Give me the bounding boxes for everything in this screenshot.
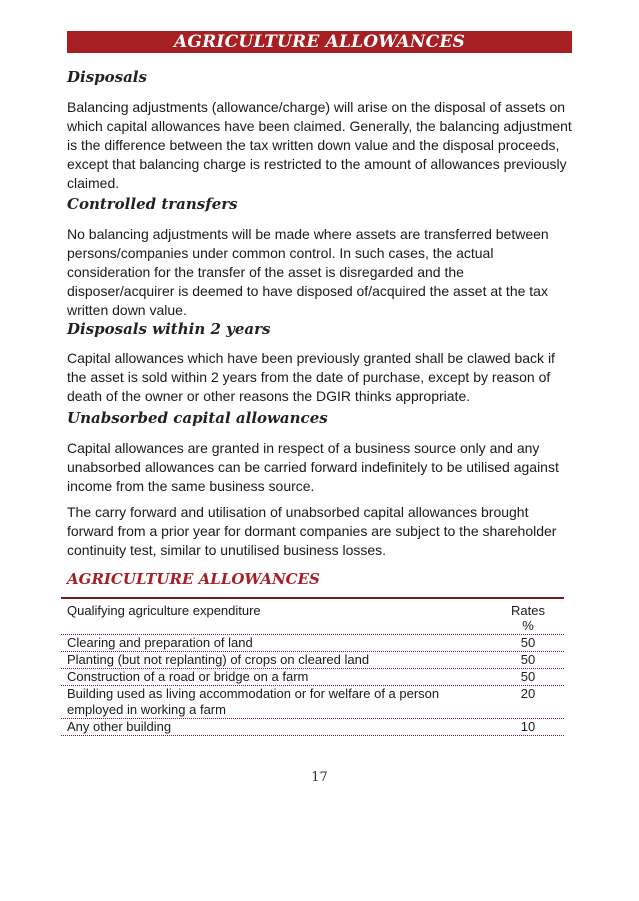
table-row [61, 635, 564, 652]
rates-label: Rates [511, 603, 545, 618]
agriculture-rates-table [61, 597, 564, 736]
row-label: Planting (but not replanting) of crops on cleared land [67, 652, 370, 667]
row-rate: 50 [520, 635, 536, 650]
heading-disposals: Disposals [67, 68, 147, 86]
heading-controlled-transfers: Controlled transfers [67, 195, 238, 213]
table-header [61, 597, 564, 635]
percent-label: % [522, 618, 534, 633]
page-banner: AGRICULTURE ALLOWANCES [67, 31, 572, 53]
row-label: Any other building [67, 719, 172, 734]
row-rate: 20 [520, 686, 536, 701]
row-rate: 50 [520, 652, 536, 667]
heading-disposals-within-2-years: Disposals within 2 years [67, 320, 271, 338]
section-title-agriculture: AGRICULTURE ALLOWANCES [67, 570, 320, 588]
page-number: 17 [311, 770, 328, 785]
row-label: Clearing and preparation of land [67, 635, 253, 650]
heading-unabsorbed-capital-allowances: Unabsorbed capital allowances [67, 409, 328, 427]
row-label: Building used as living accommodation or for welfare of a person employed in working a farm [67, 686, 440, 717]
paragraph-disposals: Balancing adjustments (allowance/charge) will arise on the disposal of assets on which capital allowances have been claimed. Generally, the balancing adjustment is the difference between the tax written down value and the disposal proceeds, except that balancing charge is restricted to the amount of allowances previously claimed. [67, 99, 572, 191]
row-label: Construction of a road or bridge on a farm [67, 669, 309, 684]
paragraph-unabsorbed-2: The carry forward and utilisation of unabsorbed capital allowances brought forward from a prior year for dormant companies are subject to the shareholder continuity test, similar to unutilised business losses. [67, 504, 557, 558]
paragraph-unabsorbed-1: Capital allowances are granted in respect of a business source only and any unabsorbed allowances can be carried forward indefinitely to be utilised against income from the same business source. [67, 440, 559, 494]
paragraph-disposals-within-2-years: Capital allowances which have been previously granted shall be clawed back if the asset is sold within 2 years from the date of purchase, except by reason of death of the owner or other reasons the DGIR thinks appropriate. [67, 350, 555, 404]
table-row [61, 669, 564, 686]
paragraph-controlled-transfers: No balancing adjustments will be made where assets are transferred between persons/companies under common control. In such cases, the actual consideration for the transfer of the asset is disregarded and the disposer/acquirer is deemed to have disposed of/acquired the asset at the tax written down value. [67, 226, 549, 318]
table-row [61, 686, 564, 719]
row-rate: 10 [520, 719, 536, 734]
table-row [61, 652, 564, 669]
row-rate: 50 [520, 669, 536, 684]
column-header-rates [498, 603, 558, 633]
column-header-expenditure: Qualifying agriculture expenditure [67, 603, 261, 618]
table-row [61, 719, 564, 736]
